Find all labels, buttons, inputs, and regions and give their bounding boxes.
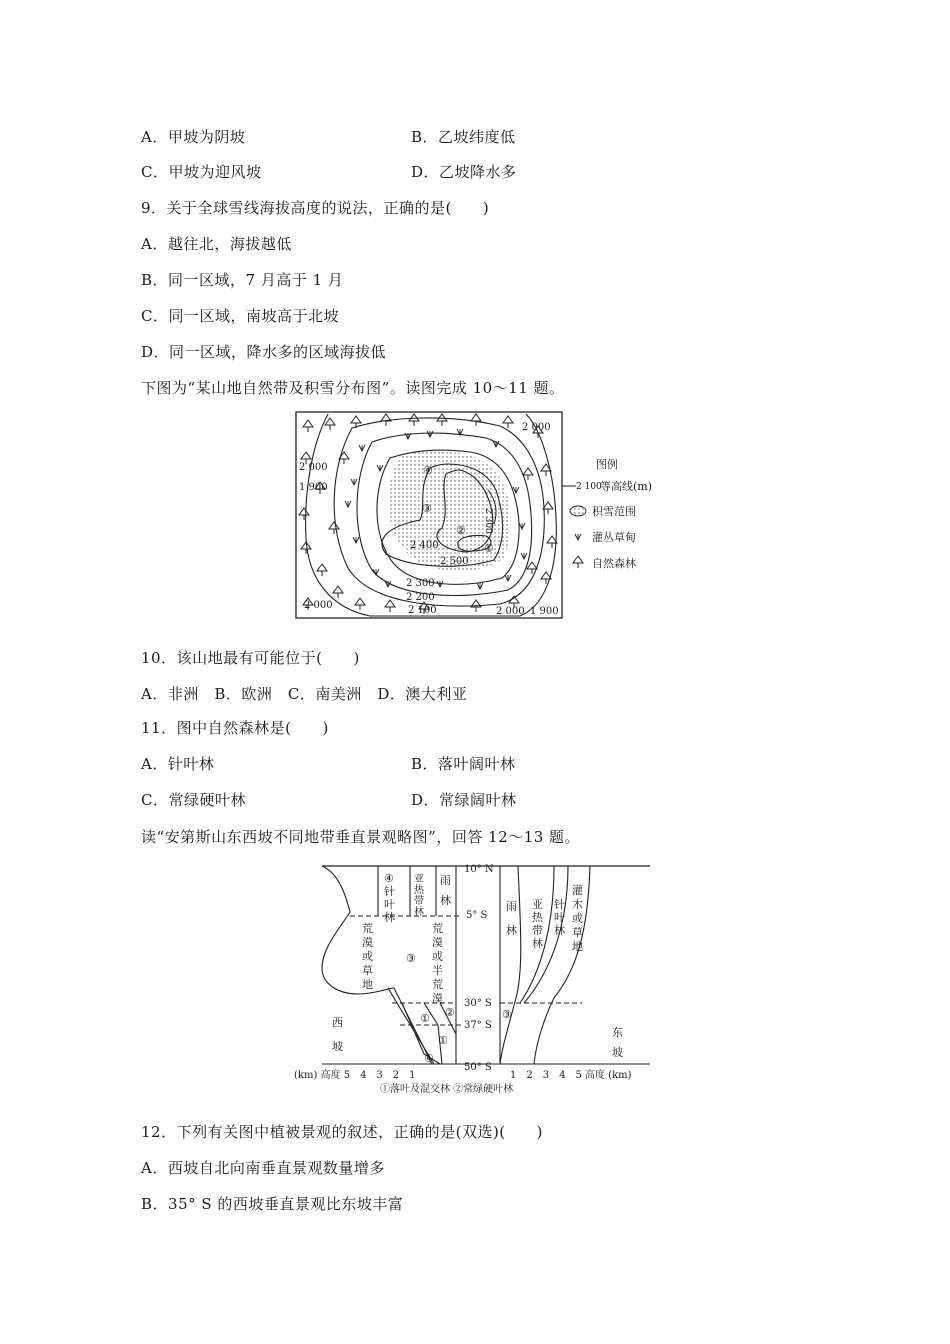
w-zone4-marker: ④ [424,1052,434,1065]
svg-text:漠: 漠 [362,936,373,949]
svg-text:林: 林 [384,911,395,924]
contour-label: 2 000 [299,462,328,473]
axis-left-label: (km) 高度 5 4 3 2 1 [294,1070,416,1081]
w-subtrop-label [414,873,425,918]
intro-10-11: 下图为“某山地自然带及积雪分布图”。读图完成 10～11 题。 [141,379,565,397]
w-zone2-marker: ② [445,1006,455,1019]
svg-text:雨: 雨 [440,874,451,887]
w-zone1a-marker: ① [420,1012,430,1025]
q12-option-a: A．西坡自北向南垂直景观数量增多 [141,1159,385,1177]
svg-text:灌: 灌 [572,884,583,897]
svg-text:荒: 荒 [362,922,373,935]
q8-option-b: B．乙坡纬度低 [411,128,516,146]
mountain-zone-map [290,408,670,622]
svg-text:坡: 坡 [612,1046,623,1059]
contour-label: 2 300 [483,508,493,534]
svg-text:或: 或 [362,950,373,963]
svg-text:或: 或 [572,912,583,925]
svg-text:林: 林 [414,907,424,918]
svg-text:热: 热 [414,885,424,896]
q8-option-d: D．乙坡降水多 [411,163,517,181]
east-slope-label [612,1026,623,1059]
legend-contour-value: 2 100 [576,482,602,492]
legend-contour: 等高线(m) [600,480,653,493]
svg-text:地: 地 [362,978,373,991]
svg-text:④: ④ [384,872,394,885]
w-conifer-label [384,872,395,924]
w-desert-grass-label [362,921,373,991]
legend-snow: 积雪范围 [592,505,636,518]
q12-option-b: B．35° S 的西坡垂直景观比东坡丰富 [141,1195,404,1213]
svg-text:地: 地 [572,940,583,953]
contour-label: 2 400 [410,540,439,551]
svg-text:针: 针 [554,898,565,911]
svg-text:叶: 叶 [384,898,395,911]
legend-shrub: 灌丛草甸 [592,531,636,544]
zone-1-marker: ① [484,542,494,555]
q8-option-a: A．甲坡为阴坡 [141,128,246,146]
svg-text:漠: 漠 [432,992,443,1005]
svg-text:半: 半 [432,964,443,977]
svg-text:林: 林 [440,894,451,907]
contour-label: 2 100 [408,605,437,616]
axis-right-label: 1 2 3 4 5 高度 (km) [510,1070,632,1081]
q10-options: A．非洲 B．欧洲 C．南美洲 D．澳大利亚 [141,685,468,703]
q11-stem: 11．图中自然森林是( ) [141,719,329,737]
svg-text:热: 热 [532,911,543,924]
contour-label: 1 900 [299,482,328,493]
contour-label: 2 000 [496,606,525,617]
q9-option-a: A．越往北，海拔越低 [141,235,292,253]
svg-text:西: 西 [332,1016,343,1029]
zone-3-marker: ③ [422,502,432,515]
svg-text:林: 林 [532,937,543,950]
e-conifer-label [554,897,565,937]
svg-text:或: 或 [432,950,443,963]
lat-30s: 30° S [464,998,492,1009]
intro-12-13: 读“安第斯山东西坡不同地带垂直景观略图”，回答 12～13 题。 [141,828,581,846]
diagram-caption: ①落叶及混交林 ②常绿硬叶林 [380,1084,514,1095]
svg-text:亚: 亚 [532,898,543,911]
west-slope-label [332,1016,343,1053]
w-desert-semi-label [432,921,443,1005]
svg-text:林: 林 [554,924,565,937]
lat-37s: 37° S [464,1020,492,1031]
andes-vertical-zonation-diagram [292,858,672,1098]
svg-text:荒: 荒 [432,922,443,935]
tree-legend-icon [573,556,583,568]
q9-stem: 9．关于全球雪线海拔高度的说法，正确的是( ) [141,199,490,217]
q8-option-c: C．甲坡为迎风坡 [141,163,262,181]
legend-title: 图例 [596,458,618,471]
svg-text:东: 东 [612,1026,623,1039]
q9-option-d: D．同一区域，降水多的区域海拔低 [141,343,387,361]
svg-text:木: 木 [572,898,583,911]
contour-label: 2 000 [522,422,551,433]
w-zone1b-marker: ① [438,1034,448,1047]
svg-text:漠: 漠 [432,936,443,949]
e-subtrop-label [532,898,544,950]
w-rain-label [440,874,451,907]
e-rain-label [506,900,517,937]
svg-text:林: 林 [506,924,517,937]
zone-4-marker: ④ [423,464,433,477]
svg-text:坡: 坡 [332,1040,343,1053]
contour-label: 2 000 [304,600,333,611]
svg-text:草: 草 [572,926,583,939]
e-zone3-marker: ③ [502,1008,512,1021]
zone-2-marker: ② [456,524,466,537]
svg-text:带: 带 [414,896,424,907]
lat-10n: 10° N [464,864,494,875]
svg-text:带: 带 [532,924,543,937]
q9-option-b: B．同一区域，7 月高于 1 月 [141,271,344,289]
e-shrub-label [572,883,583,953]
q11-option-d: D．常绿阔叶林 [411,791,517,809]
svg-text:草: 草 [362,964,373,977]
w-zone3-marker: ③ [406,952,416,965]
lat-5s: 5° S [466,910,488,921]
svg-text:针: 针 [384,885,395,898]
contour-label: 1 900 [530,606,559,617]
snow-legend-icon [570,506,586,516]
q12-stem: 12．下列有关图中植被景观的叙述，正确的是(双选)( ) [141,1123,543,1141]
contour-label: 2 300 [406,578,435,589]
svg-text:荒: 荒 [432,978,443,991]
shrub-legend-icon [575,534,581,540]
q11-option-b: B．落叶阔叶林 [411,755,516,773]
contour-label: 2 500 [440,556,469,567]
svg-text:雨: 雨 [506,900,517,913]
lat-50s: 50° S [464,1062,492,1073]
svg-text:亚: 亚 [414,874,424,885]
q10-stem: 10．该山地最有可能位于( ) [141,649,360,667]
q9-option-c: C．同一区域，南坡高于北坡 [141,307,339,325]
contour-label: 2 200 [406,592,435,603]
q11-option-a: A．针叶林 [141,755,215,773]
svg-text:叶: 叶 [554,911,565,924]
q11-option-c: C．常绿硬叶林 [141,791,246,809]
legend-forest: 自然森林 [592,557,636,570]
